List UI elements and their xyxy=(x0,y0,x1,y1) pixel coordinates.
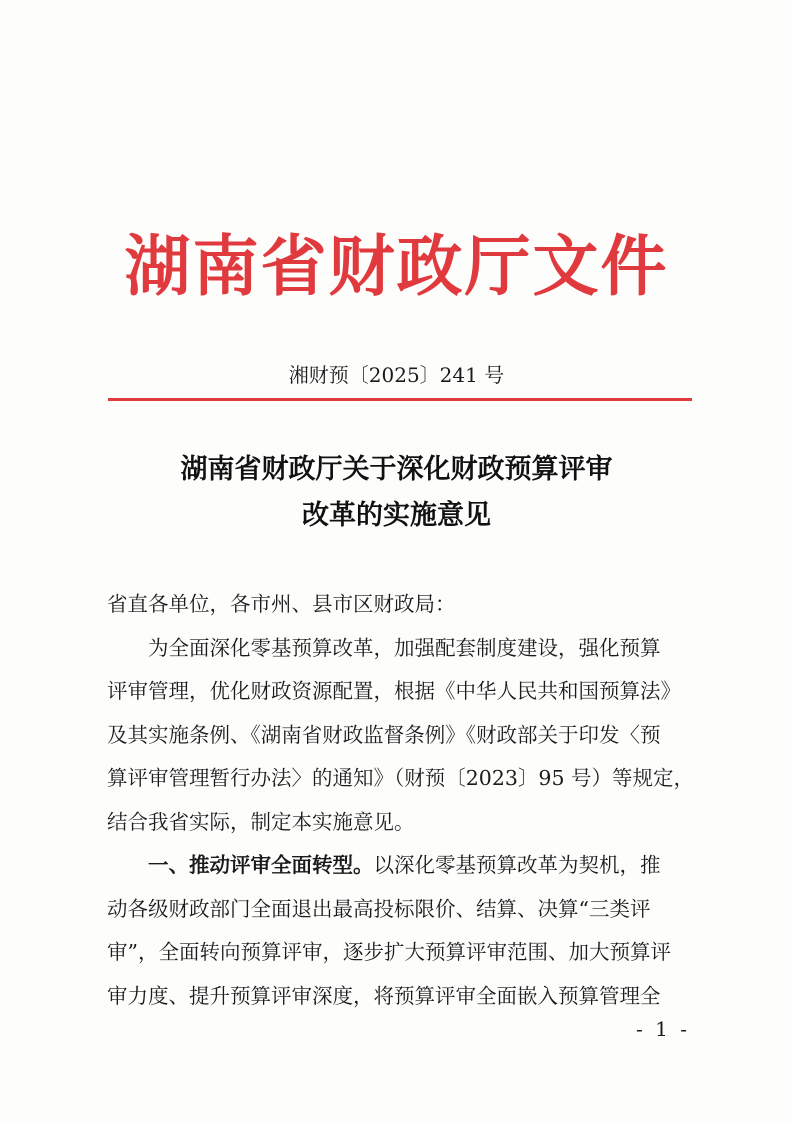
page-number: - 1 - xyxy=(636,1017,690,1041)
agency-header-title: 湖南省财政厅文件 xyxy=(124,228,669,305)
document-number: 湘财预〔2025〕241 号 xyxy=(288,363,505,387)
intro-line-3: 及其实施条例、《湖南省财政监督条例》《财政部关于印发〈预 xyxy=(107,722,661,747)
document-body xyxy=(107,583,695,1018)
section-1-line-3: 审”，全面转向预算评审，逐步扩大预算评审范围、加大预算评 xyxy=(107,940,671,964)
intro-line-5: 结合我省实际，制定本实施意见。 xyxy=(107,809,415,834)
intro-line-1: 为全面深化零基预算改革，加强配套制度建设，强化预算 xyxy=(148,635,661,660)
intro-line-4: 算评审管理暂行办法〉的通知》（财预〔2023〕95 号）等规定， xyxy=(107,766,695,790)
red-separator-line xyxy=(108,398,692,401)
section-1-line-1-text: 以深化零基预算改革为契机，推 xyxy=(373,853,661,877)
section-1-heading: 一、推动评审全面转型。 xyxy=(148,853,374,877)
document-title xyxy=(0,447,793,539)
intro-line-2: 评审管理，优化财政资源配置，根据《中华人民共和国预算法》 xyxy=(107,679,681,703)
title-line-1: 湖南省财政厅关于深化财政预算评审 xyxy=(180,454,613,485)
recipients-line: 省直各单位，各市州、县市区财政局： xyxy=(107,592,456,616)
section-1-first-line xyxy=(107,844,687,888)
title-line-2: 改革的实施意见 xyxy=(302,500,491,531)
section-1-line-2: 动各级财政部门全面退出最高投标限价、结算、决算“三类评 xyxy=(107,896,651,921)
section-1-line-4: 审力度、提升预算评审深度，将预算评审全面嵌入预算管理全 xyxy=(107,983,661,1008)
